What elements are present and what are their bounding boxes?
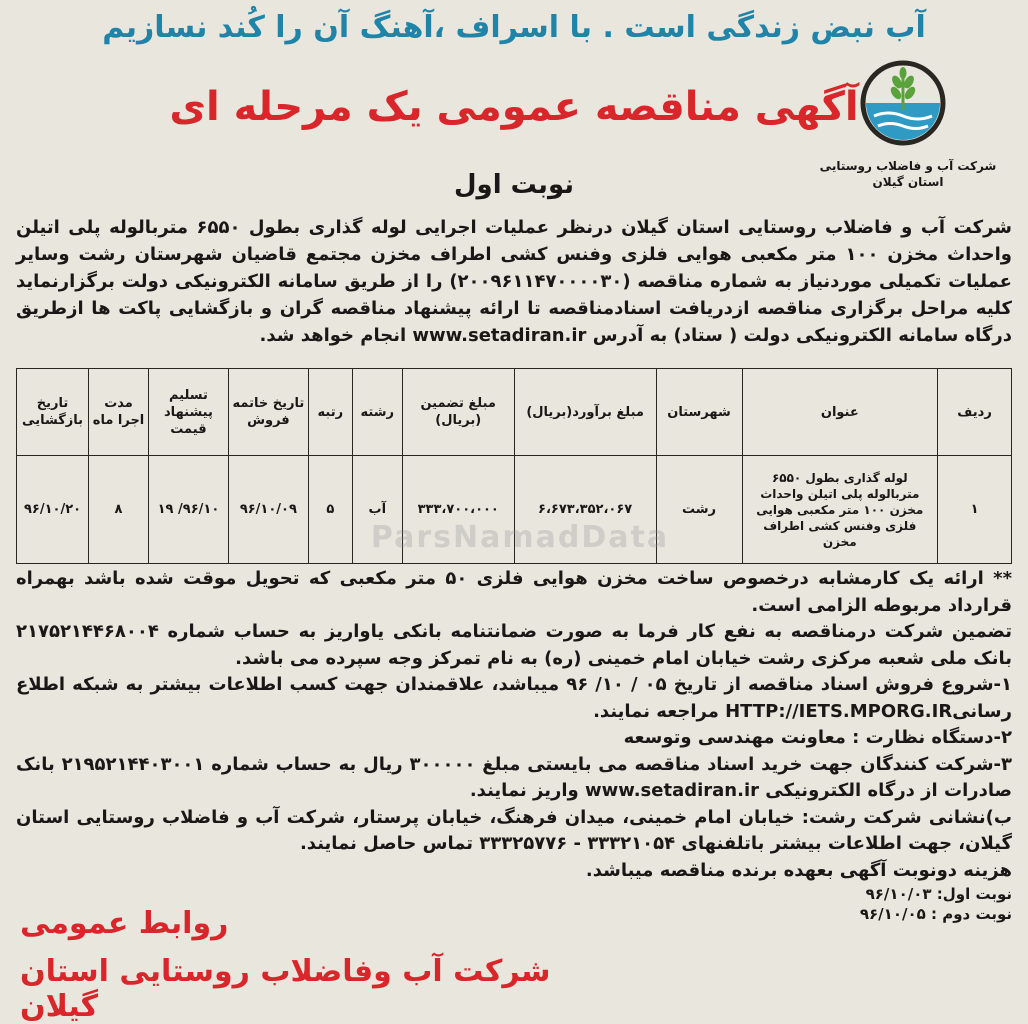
cell-field: آب <box>352 456 402 564</box>
logo-caption-line1: شرکت آب و فاضلاب روستایی <box>819 159 997 173</box>
header-row-number: ردیف <box>938 369 1012 456</box>
cell-opening: ۹۶/۱۰/۲۰ <box>17 456 89 564</box>
header-field: رشته <box>352 369 402 456</box>
header-city: شهرستان <box>656 369 742 456</box>
slogan: آب نبض زندگی است . با اسراف ،آهنگ آن را کُند نسازیم <box>102 10 926 45</box>
header-bid-delivery: تسلیم پیشنهاد قیمت <box>148 369 228 456</box>
logo-caption <box>818 158 998 190</box>
address: ب)نشانی شرکت رشت: خیابان امام خمینی، میدان فرهنگ، خیابان پرستار، شرکت آب و فاضلاب روستایی استان گیلان، جهت اطلاعات بیشتر باتلفنهای ۳۳۳۲۱۰۵۴ - ۳۳۳۲۵۷۷۶ تماس حاصل نمایند. <box>16 806 1012 854</box>
cell-city: رشت <box>656 456 742 564</box>
item-3: ۳-شرکت کنندگان جهت خرید اسناد مناقصه می بایستی مبلغ ۳۰۰۰۰۰ ریال به حساب شماره ۲۱۹۵۲۱۴۴۰۳۰۰۱ بانک صادرات از درگاه الکترونیکی www.setadiran.ir واریز نمایند. <box>16 753 1012 801</box>
watermark: ParsNamadData <box>370 520 670 555</box>
cell-duration: ۸ <box>89 456 149 564</box>
notice-body <box>16 566 1012 924</box>
cell-sale-end: ۹۶/۱۰/۰۹ <box>228 456 308 564</box>
second-round-date: نوبت دوم : ۹۶/۱۰/۰۵ <box>859 905 1012 923</box>
cell-row-number: ۱ <box>938 456 1012 564</box>
guarantee-note: تضمین شرکت درمناقصه به نفع کار فرما به صورت ضمانتنامه بانکی یاواریز به حساب شماره ۲۱۷۵۲۱۴۴۶۸۰۰۴ بانک ملی شعبه مرکزی رشت خیابان امام خمینی (ره) به نام تمرکز وجه سپرده می باشد. <box>16 621 1012 669</box>
cell-rank: ۵ <box>308 456 352 564</box>
header-opening: تاریخ بازگشایی <box>17 369 89 456</box>
header-estimate: مبلغ برآورد(بریال) <box>514 369 656 456</box>
signature-public-relations: روابط عمومی <box>20 906 229 941</box>
header-duration: مدت اجرا ماه <box>89 369 149 456</box>
header-subject: عنوان <box>742 369 938 456</box>
header-rank: رتبه <box>308 369 352 456</box>
first-round-date: نوبت اول: ۹۶/۱۰/۰۳ <box>865 885 1012 903</box>
signature-company: شرکت آب وفاضلاب روستایی استان گیلان <box>20 954 551 1024</box>
item-2: ۲-دستگاه نظارت : معاونت مهندسی وتوسعه <box>623 727 1012 748</box>
cell-guarantee: ۳۳۳،۷۰۰،۰۰۰ <box>402 456 514 564</box>
intro-paragraph: شرکت آب و فاضلاب روستایی استان گیلان درنظر عملیات اجرایی لوله گذاری بطول ۶۵۵۰ متربالوله پلی اتیلن واحداث مخزن ۱۰۰ متر مکعبی هوایی فلزی وفنس کشی اطراف مخزن مجتمع قاضیان شهرستان رشت وسایر عملیات تکمیلی موردنیاز به شماره مناقصه (۲۰۰۹۶۱۱۴۷۰۰۰۰۳۰) را از طریق سامانه الکترونیکی دولت برگزارنماید کلیه مراحل برگزاری مناقصه ازدریافت اسنادمناقصه تا ارائه پیشنهاد مناقصه گران و بازگشایی پاکت ها ازطریق درگاه سامانه الکترونیکی دولت ( ستاد) به آدرس www.setadiran.ir انجام خواهد شد. <box>16 217 1012 346</box>
round-label: نوبت اول <box>453 170 575 200</box>
cell-subject: لوله گذاری بطول ۶۵۵۰ متربالوله پلی اتیلن واحداث مخزن ۱۰۰ متر مکعبی هوایی فلزی وفنس کشی اطراف مخزن <box>742 456 938 564</box>
notice-title: آگهی مناقصه عمومی یک مرحله ای <box>169 84 859 130</box>
item-1: ۱-شروع فروش اسناد مناقصه از تاریخ ۰۵ / ۱۰/ ۹۶ میباشد، علاقمندان جهت کسب اطلاعات بیشتر به شبکه اطلاع رسانیHTTP://IETS.MPORG.IR مراجعه نمایند. <box>16 674 1013 722</box>
cost-note: هزینه دونوبت آگهی بعهده برنده مناقصه میباشد. <box>585 859 1012 881</box>
experience-requirement: ** ارائه یک کارمشابه درخصوص ساخت مخزن هوایی فلزی ۵۰ متر مکعبی که تحویل موقت شده باشد بهمراه قرارداد مربوطه الزامی است. <box>16 568 1012 616</box>
cell-estimate: ۶،۶۷۳،۳۵۲،۰۶۷ <box>514 456 656 564</box>
header-sale-end: تاریخ خاتمه فروش <box>228 369 308 456</box>
cell-bid-delivery: ۹۶/۱۰/ ۱۹ <box>148 456 228 564</box>
header-guarantee: مبلغ تضمین (بریال) <box>402 369 514 456</box>
table-header-row <box>17 369 1012 456</box>
logo-caption-line2: استان گیلان <box>872 175 944 189</box>
